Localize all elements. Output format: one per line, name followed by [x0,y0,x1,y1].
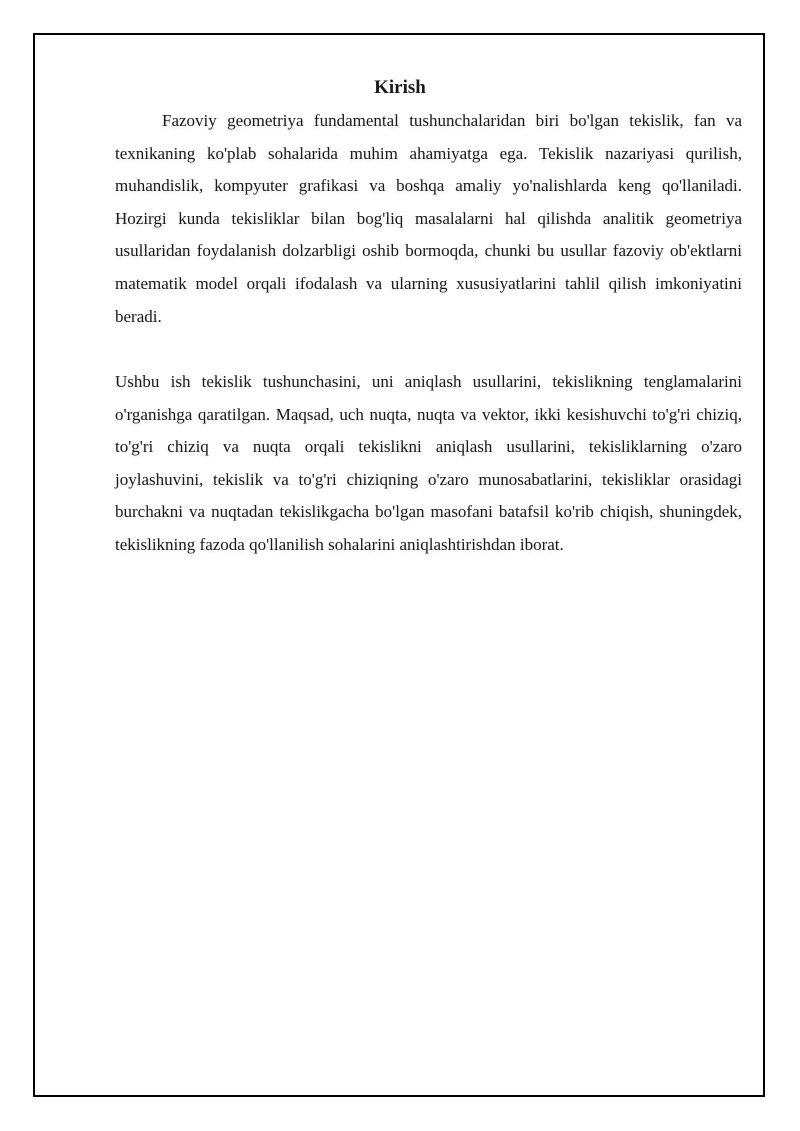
intro-paragraph: Fazoviy geometriya fundamental tushunchalaridan biri bo'lgan tekislik, fan va texnikaning ko'plab sohalarida muhim ahamiyatga ega. Tekislik nazariyasi qurilish, muhandislik, kompyuter grafikasi va boshqa amaliy yo'nalishlarda keng qo'llaniladi. Hozirgi kunda tekisliklar bilan bog'liq masalalarni hal qilishda analitik geometriya usullaridan foydalanish dolzarbligi oshib bormoqda, chunki bu usullar fazoviy ob'ektlarni matematik model orqali ifodalash va ularning xususiyatlarini tahlil qilish imkoniyatini beradi. [115,111,742,326]
goal-paragraph: Ushbu ish tekislik tushunchasini, uni aniqlash usullarini, tekislikning tenglamalarini o'rganishga qaratilgan. Maqsad, uch nuqta, nuqta va vektor, ikki kesishuvchi to'g'ri chiziq, to'g'ri chiziq va nuqta orqali tekislikni aniqlash usullarini, tekisliklarning o'zaro joylashuvini, tekislik va to'g'ri chiziqning o'zaro munosabatlarini, tekisliklar orasidagi burchakni va nuqtadan tekislikgacha bo'lgan masofani batafsil ko'rib chiqish, shuningdek, tekislikning fazoda qo'llanilish sohalarini aniqlashtirishdan iborat. [115,372,742,554]
page-title: Kirish [374,77,426,98]
